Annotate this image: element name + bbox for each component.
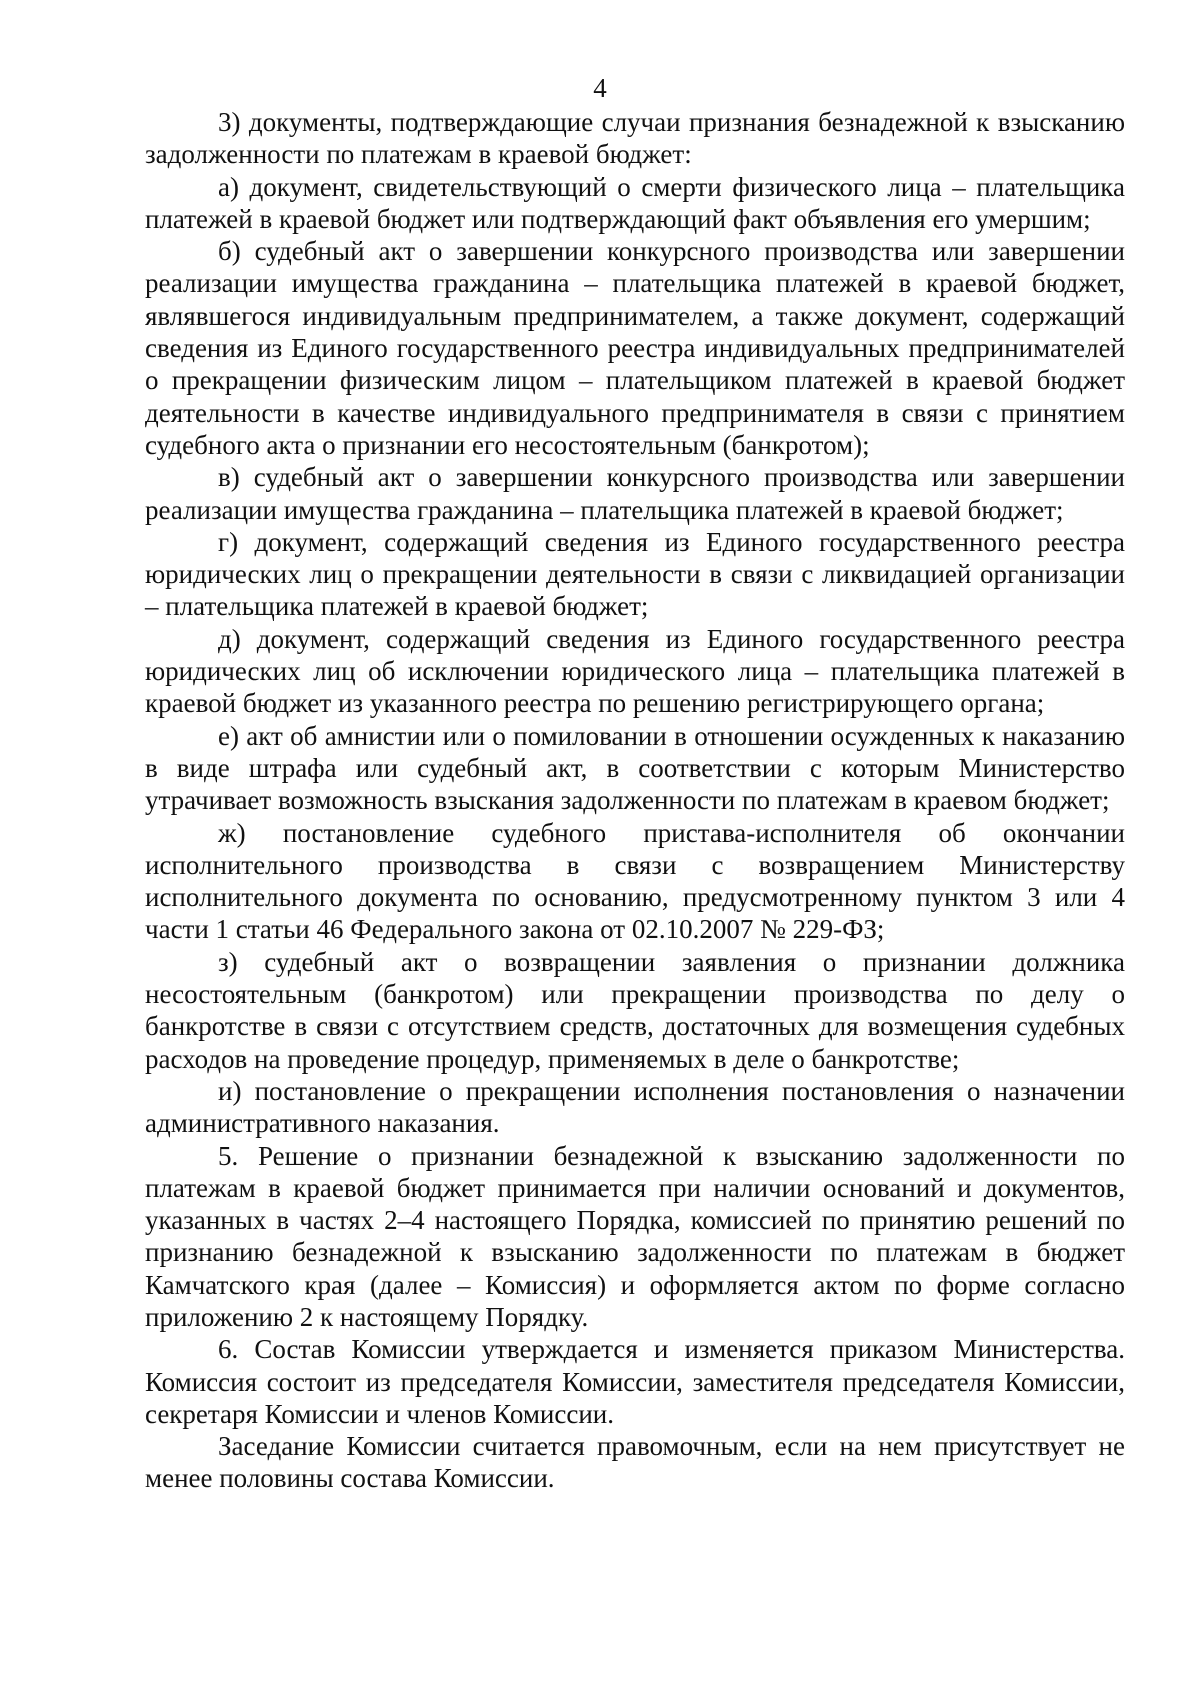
document-body bbox=[145, 106, 1125, 1495]
paragraph-item-b: б) судебный акт о завершении конкурсного производства или завершении реализации имущества гражданина – плательщика платежей в краевой бюджет, являвшегося индивидуальным предпринимателем, а также документ, содержащий сведения из Единого государственного реестра индивидуальных предпринимателей о прекращении физическим лицом – плательщиком платежей в краевой бюджет деятельности в качестве индивидуального предпринимателя в связи с принятием судебного акта о признании его несостоятельным (банкротом); bbox=[145, 236, 1125, 460]
paragraph-section-5: 5. Решение о признании безнадежной к взысканию задолженности по платежам в краевой бюджет принимается при наличии оснований и документов, указанных в частях 2–4 настоящего Порядка, комиссией по принятию решений по признанию безнадежной к взысканию задолженности по платежам в бюджет Камчатского края (далее – Комиссия) и оформляется актом по форме согласно приложению 2 к настоящему Порядку. bbox=[145, 1140, 1125, 1332]
paragraph-item-g: г) документ, содержащий сведения из Единого государственного реестра юридических лиц о прекращении деятельности в связи с ликвидацией организации – плательщика платежей в краевой бюджет; bbox=[145, 526, 1125, 622]
paragraph-quorum: Заседание Комиссии считается правомочным, если на нем присутствует не менее половины состава Комиссии. bbox=[145, 1431, 1125, 1494]
paragraph-item-v: в) судебный акт о завершении конкурсного производства или завершении реализации имущества гражданина – плательщика платежей в краевой бюджет; bbox=[145, 462, 1125, 525]
paragraph-section-6: 6. Состав Комиссии утверждается и изменяется приказом Министерства. Комиссия состоит из председателя Комиссии, заместителя председателя Комиссии, секретаря Комиссии и членов Комиссии. bbox=[145, 1334, 1125, 1429]
paragraph-item-zh: ж) постановление судебного пристава-исполнителя об окончании исполнительного производства в связи с возвращением Министерству исполнительного документа по основанию, предусмотренному пунктом 3 или 4 части 1 статьи 46 Федерального закона от 02.10.2007 № 229-ФЗ; bbox=[145, 817, 1125, 945]
paragraph-item-e: е) акт об амнистии или о помиловании в отношении осужденных к наказанию в виде штрафа или судебный акт, в соответствии с которым Министерство утрачивает возможность взыскания задолженности по платежам в краевом бюджет; bbox=[145, 720, 1125, 816]
paragraph-documents-list-intro: 3) документы, подтверждающие случаи признания безнадежной к взысканию задолженности по платежам в краевой бюджет: bbox=[145, 107, 1125, 170]
paragraph-item-z: з) судебный акт о возвращении заявления о признании должника несостоятельным (банкротом) или прекращении производства по делу о банкротстве в связи с отсутствием средств, достаточных для возмещения судебных расходов на проведение процедур, применяемых в деле о банкротстве; bbox=[145, 946, 1125, 1074]
paragraph-item-a: а) документ, свидетельствующий о смерти физического лица – плательщика платежей в краевой бюджет или подтверждающий факт объявления его умершим; bbox=[145, 171, 1125, 234]
paragraph-item-d: д) документ, содержащий сведения из Единого государственного реестра юридических лиц об исключении юридического лица – плательщика платежей в краевой бюджет из указанного реестра по решению регистрирующего органа; bbox=[145, 623, 1125, 719]
paragraph-item-i: и) постановление о прекращении исполнения постановления о назначении административного наказания. bbox=[145, 1075, 1125, 1139]
page-number: 4 bbox=[593, 73, 607, 103]
